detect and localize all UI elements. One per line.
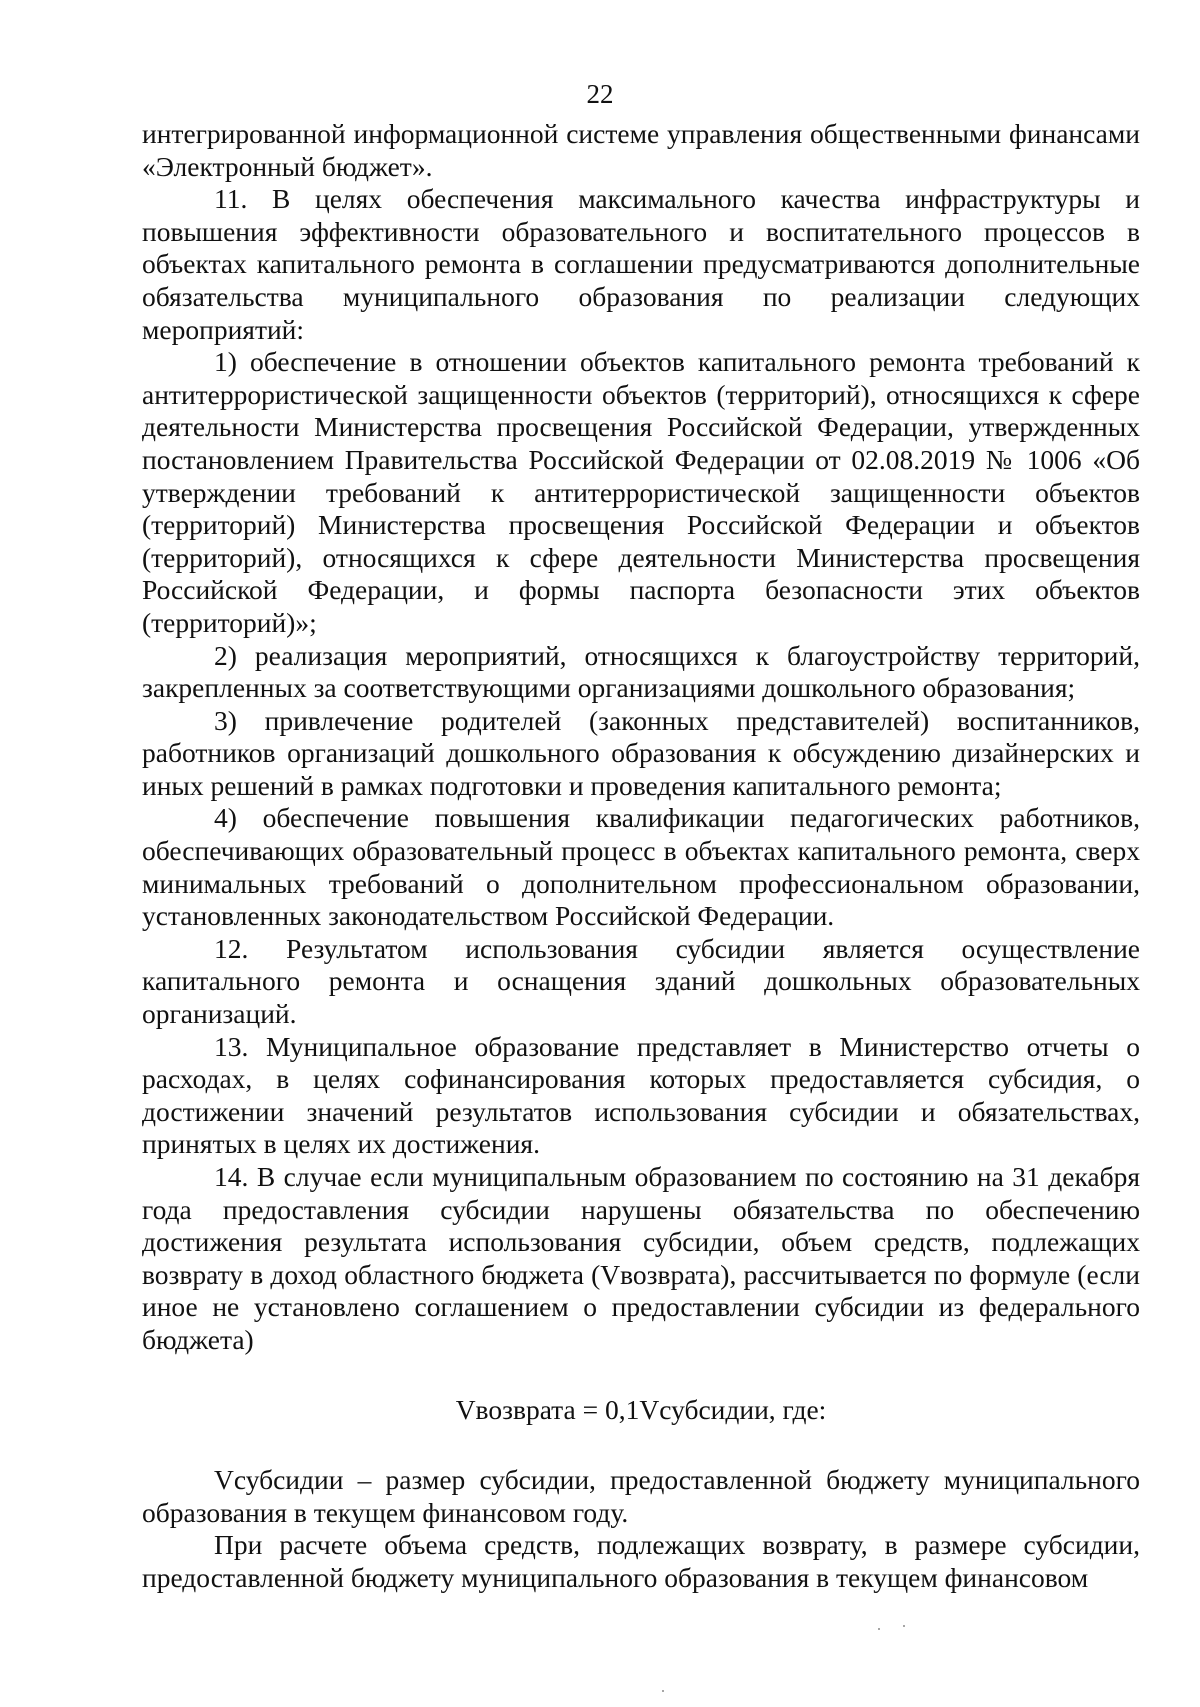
scan-artifact-dot [662, 1690, 664, 1692]
paragraph-subitem-4: 4) обеспечение повышения квалификации педагогических работников, обеспечивающих образовательный процесс в объектах капитального ремонта, сверх минимальных требований о дополнительном профессиональном образовании, установленных законодательством Российской Федерации. [142, 802, 1140, 932]
scan-artifact-dot [903, 1625, 905, 1627]
page-number: 22 [586, 79, 614, 109]
paragraph-refund-calculation: При расчете объема средств, подлежащих возврату, в размере субсидии, предоставленной бюджету муниципального образования в текущем финансовом [142, 1529, 1140, 1593]
scan-artifact-dot [878, 1628, 880, 1630]
paragraph-continuation: интегрированной информационной системе управления общественными финансами «Электронный бюджет». [142, 118, 1140, 182]
paragraph-subitem-3: 3) привлечение родителей (законных представителей) воспитанников, работников организаций дошкольного образования к обсуждению дизайнерских и иных решений в рамках подготовки и проведения капитального ремонта; [142, 704, 1140, 801]
document-body [142, 118, 1140, 1595]
paragraph-subitem-2: 2) реализация мероприятий, относящихся к благоустройству территорий, закрепленных за соответствующими организациями дошкольного образования; [142, 639, 1140, 704]
paragraph-formula-definition: Vсубсидии – размер субсидии, предоставленной бюджету муниципального образования в текущем финансовом году. [142, 1464, 1140, 1528]
paragraph-subitem-1: 1) обеспечение в отношении объектов капитального ремонта требований к антитеррористической защищенности объектов (территорий), относящихся к сфере деятельности Министерства просвещения Российской Федерации, утвержденных постановлением Правительства Российской Федерации от 02.08.2019 № 1006 «Об утверждении требований к антитеррористической защищенности объектов (территорий) Министерства просвещения Российской Федерации и объектов (территорий), относящихся к сфере деятельности Министерства просвещения Российской Федерации, и формы паспорта безопасности этих объектов (территорий)»; [142, 346, 1140, 638]
paragraph-item-12: 12. Результатом использования субсидии является осуществление капитального ремонта и оснащения зданий дошкольных образовательных организаций. [142, 932, 1140, 1030]
formula: Vвозврата = 0,1Vсубсидии, где: [455, 1393, 827, 1425]
paragraph-item-13: 13. Муниципальное образование представляет в Министерство отчеты о расходах, в целях софинансирования которых предоставляется субсидия, о достижении значений результатов использования субсидии и обязательствах, принятых в целях их достижения. [142, 1030, 1140, 1160]
paragraph-item-14: 14. В случае если муниципальным образованием по состоянию на 31 декабря года предоставления субсидии нарушены обязательства по обеспечению достижения результата использования субсидии, объем средств, подлежащих возврату в доход областного бюджета (Vвозврата), рассчитывается по формуле (если иное не установлено соглашением о предоставлении субсидии из федерального бюджета) [142, 1161, 1140, 1355]
paragraph-item-11: 11. В целях обеспечения максимального качества инфраструктуры и повышения эффективности образовательного и воспитательного процессов в объектах капитального ремонта в соглашении предусматриваются дополнительные обязательства муниципального образования по реализации следующих мероприятий: [142, 183, 1140, 345]
